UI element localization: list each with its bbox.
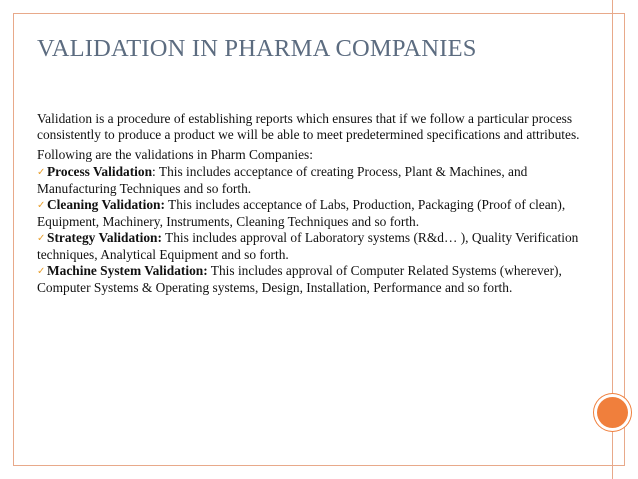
validation-item-process (37, 164, 587, 197)
orange-circle-decoration (597, 397, 628, 428)
item-title: Strategy Validation: (47, 230, 162, 245)
validation-item-machine-system (37, 263, 587, 296)
validation-item-strategy (37, 230, 587, 263)
checkmark-icon: ✓ (37, 233, 46, 244)
item-title: Cleaning Validation: (47, 197, 165, 212)
slide-content (37, 111, 587, 296)
lead-line: Following are the validations in Pharm Companies: (37, 147, 313, 162)
checkmark-icon: ✓ (37, 200, 46, 211)
item-text: This includes acceptance of creating Process, Plant & Machines, and Manufacturing Techniques and so forth. (37, 164, 528, 196)
item-text: This includes approval of Laboratory systems (R&d… ), Quality Verification techniques, Analytical Equipment and so forth. (37, 230, 579, 262)
checkmark-icon: ✓ (37, 167, 46, 178)
item-title: Machine System Validation: (47, 263, 208, 278)
item-text: This includes approval of Computer Related Systems (wherever), Computer Systems & Operating systems, Design, Installation, Performance and so forth. (37, 263, 562, 295)
item-separator: : (152, 164, 156, 179)
slide-title: VALIDATION IN PHARMA COMPANIES (37, 35, 477, 62)
item-text: This includes acceptance of Labs, Production, Packaging (Proof of clean), Equipment, Machinery, Instruments, Cleaning Techniques and so forth. (37, 197, 566, 229)
validation-item-cleaning (37, 197, 587, 230)
item-title: Process Validation (47, 164, 153, 179)
intro-paragraph: Validation is a procedure of establishing reports which ensures that if we follow a particular process consistently to produce a product we will be able to meet predetermined specifications and attributes. (37, 111, 580, 142)
checkmark-icon: ✓ (37, 266, 46, 277)
